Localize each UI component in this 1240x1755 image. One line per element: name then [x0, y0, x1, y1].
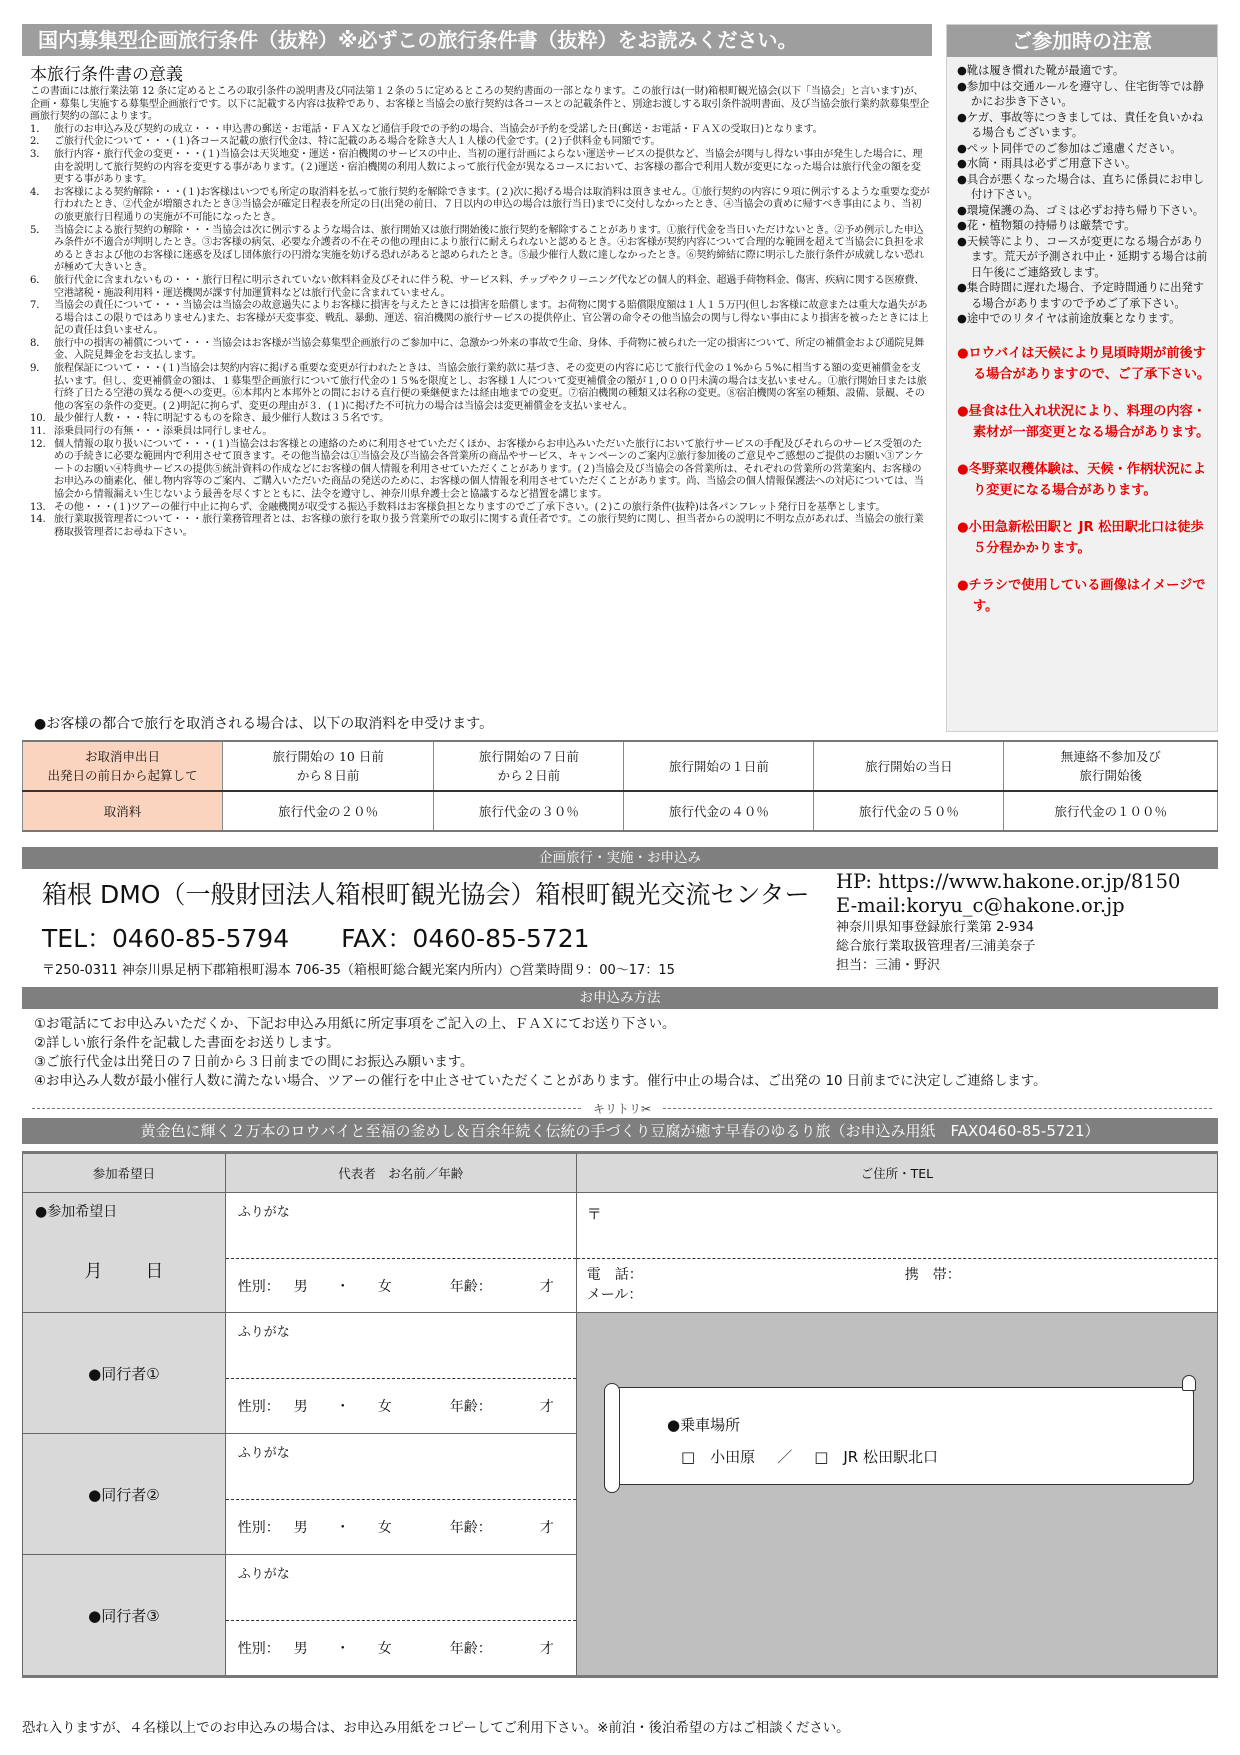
condition-item [30, 502, 930, 515]
cancel-period: 無連絡不参加及び 旅行開始後 [1004, 741, 1218, 791]
organizer-address: 〒250-0311 神奈川県足柄下郡箱根町湯本 706-35（箱根町総合観光案内所内）○営業時間９：00～17：15 [42, 963, 675, 978]
day-label: 日 [145, 1261, 164, 1282]
date-field[interactable]: ●参加希望日 月 日 [23, 1193, 226, 1313]
organizer-phones [42, 922, 642, 956]
organizer-bar: 企画旅行・実施・お申込み [22, 847, 1218, 869]
participation-notes [946, 24, 1218, 732]
furigana-field[interactable]: ふりがな [226, 1555, 576, 1621]
pickup-location-box [604, 1375, 1196, 1493]
fax-number: FAX：0460-85-5721 [341, 924, 590, 953]
apply-step: ③ご旅行代金は出発日の７日前から３日前までの間にお振込み願います。 [34, 1055, 474, 1070]
condition-number: 1． [30, 123, 47, 135]
cancel-period: 旅行開始の７日前 から２日前 [434, 741, 624, 791]
condition-item [30, 426, 930, 439]
apply-steps [34, 1015, 1047, 1091]
condition-item [30, 225, 930, 275]
note-item: ●天候等により、コースが変更になる場合があります。荒天が予測され中止・延期する場合は前日午後にご連絡致します。 [957, 234, 1208, 279]
condition-text: 旅行のお申込み及び契約の成立・・・申込書の郵送・お電話・ＦＡＸなど通信手段での予約の場合、当協会が予約を受諾した日(郵送・お電話・ＦＡＸの受取日)となります。 [54, 123, 823, 135]
sex-age-field[interactable]: 性別： 男 ・ 女 年齢： 才 [237, 1519, 554, 1536]
condition-text: ご旅行代金について・・・(１)各コース記載の旅行代金は、特に記載のある場合を除き大人１人様の代金です。(２)子供料金も同額です。 [54, 136, 661, 148]
cut-line [32, 1098, 1212, 1118]
condition-number: 4． [30, 186, 47, 198]
condition-number: 6． [30, 274, 47, 286]
page-title: 国内募集型企画旅行条件（抜粋）※必ずこの旅行条件書（抜粋）をお読みください。 [22, 24, 932, 56]
condition-number: 13. [30, 501, 46, 513]
condition-text: お客様による契約解除・・・(１)お客様はいつでも所定の取消料を払って旅行契約を解除できます。(２)次に掲げる場合は取消料は頂きません。①旅行契約の内容に９項に例示するような重要な変が行われたとき、②代金が増額されたとき③当協会が確定日程表を所定の日(出発の前日、７日以内の申込の場合は旅行当日)までに交付しなかったとき、④当協会の責めに帰すべき事由により、当初の旅更旅行日程通りの実施が不可能になったとき。 [54, 186, 930, 223]
condition-text: 旅行代金に含まれないもの・・・旅行日程に明示されていない飲料料金及びそれに伴う税、サービス料、チップやクリーニング代などの個人的料金、超過手荷物料金、傷害、疾病に関する医療費、空港諸税・施設利用料・運送機関が課す付加運賃料などは旅行代金に含まれていません。 [54, 274, 925, 299]
postal-address-field[interactable]: 〒 [577, 1193, 1217, 1259]
travel-manager: 総合旅行業取扱管理者/三浦美奈子 [836, 939, 1036, 954]
scroll-banner [612, 1387, 1194, 1485]
cancellation-table [22, 740, 1218, 832]
mobile-field[interactable]: 携 帯： [904, 1267, 961, 1283]
cancellation-lead: ●お客様の都合で旅行を取消される場合は、以下の取消料を申受けます。 [34, 716, 494, 732]
male-option[interactable]: 男 [293, 1278, 308, 1295]
condition-number: 5． [30, 224, 47, 236]
note-item: ●途中でのリタイヤは前途放棄となります。 [957, 312, 1181, 325]
condition-text: 最少催行人数・・・特に明記するものを除き、最少催行人数は３５名です。 [54, 413, 390, 425]
pickup-matsuda-checkbox[interactable]: □ JR 松田駅北口 [814, 1448, 938, 1466]
condition-number: 14. [30, 514, 46, 526]
condition-text: 個人情報の取り扱いについて・・・(１)当協会はお客様との連絡のために利用させていただくほか、お客様からお申込みいただいた旅行において旅行サービスの手配及びそれらのサービス受領のための手続きに必要な範囲内で利用させて頂きます。その他当協会は①当協会及び当協会各営業所の商品やサービス、キャンペーンのご案内②旅行参加後のご意見やご感想のご提供のお願い③アンケートのお願い④特典サービスの提供⑤統計資料の作成などにお客様の個人情報を利用させていただくことがあります。(２)当協会及び当協会の各営業所は、それぞれの営業所の営業案内、お客様のお申込みの簡素化、催し物内容等のご案内、ご購入いただいた商品の発送のために、お客様の個人情報を利用させていただくことがあります。尚、当協会の個人情報保護法への対応については、当協会から情報漏えい生じないよう最善を尽くすとともに、法令を遵守し、神奈川県弁護士会と協議するなど措置を講じます。 [54, 438, 924, 500]
footer-note: 恐れ入りますが、４名様以上でのお申込みの場合は、お申込み用紙をコピーしてご利用下さい。※前泊・後泊希望の方はご相談ください。 [22, 1721, 850, 1736]
condition-number: 10. [30, 413, 46, 425]
condition-number: 7． [30, 300, 47, 312]
condition-item [30, 136, 930, 149]
condition-item [30, 413, 930, 426]
sex-age-field[interactable]: 性別： 男 ・ 女 年齢： 才 [226, 1259, 576, 1312]
note-item: ●水筒・雨具は必ずご用意下さい。 [957, 157, 1137, 170]
condition-number: 2． [30, 136, 47, 148]
condition-item [30, 363, 930, 413]
scissors-icon: キリトリ✂ [592, 1101, 652, 1116]
condition-item [30, 514, 930, 539]
apply-method-bar: お申込み方法 [22, 987, 1218, 1009]
note-item: ●花・植物類の持帰りは厳禁です。 [957, 219, 1136, 232]
note-item: ●靴は履き慣れた靴が最適です。 [957, 64, 1125, 77]
condition-item [30, 149, 930, 187]
cancel-period: 旅行開始の１日前 [624, 741, 814, 791]
condition-text: 当協会の責任について・・・当協会は当協会の故意過失によりお客様に損害を与えたときには損害を賠償します。お荷物に関する賠償限度額は１人１５万円(但しお客様に故意または重大な過失がある場合はこの限りではありません)また、お客様が天変事変、戦乱、暴動、運送、宿泊機関の旅行サービスの提供停止、官公署の命令その他当協会の関与し得ない事由により損害を被ったときには上記の責任は負いません。 [54, 300, 929, 337]
apply-step: ①お電話にてお申込みいただくか、下記お申込み用紙に所定事項をご記入の上、ＦＡＸにてお送り下さい。 [34, 1017, 676, 1032]
conditions-list [30, 124, 930, 540]
condition-text: 添乗員同行の有無・・・添乗員は同行しません。 [54, 426, 273, 438]
companion-label: ●同行者③ [88, 1606, 160, 1625]
header-address: ご住所・TEL [576, 1153, 1217, 1193]
important-note: ●小田急新松田駅と JR 松田駅北口は徒歩５分程かかります。 [957, 519, 1204, 556]
furigana-field[interactable]: ふりがな [226, 1434, 576, 1500]
mail-field[interactable]: メール： [586, 1287, 643, 1303]
furigana-field[interactable]: ふりがな [226, 1193, 576, 1259]
condition-number: 11. [30, 426, 46, 438]
cancel-fee: 旅行代金の１００％ [1004, 791, 1218, 831]
notes-list [947, 57, 1217, 617]
note-item: ●参加中は交通ルールを遵守し、住宅街等では静かにお歩き下さい。 [957, 79, 1204, 108]
cancel-fee-label: 取消料 [23, 791, 223, 831]
representative-row [23, 1193, 1218, 1313]
scroll-curl-icon [1182, 1375, 1196, 1391]
condition-text: 旅程保証について・・・(１)当協会は契約内容に掲げる重要な変更が行われたときは、当協会旅行業約款に基づき、その変更の内容に応じて旅行代金の１%から５%に相当する額の変更補償金を支払います。但し、変更補償金の額は、１募集型企画旅行について旅行代金の１５%を限度とし、お客様１人について変更補償金の額が１,０００円未満の場合は支払いません。①旅行開始日または旅行終了日たる空港の異なる便への変更。⑥本邦内と本邦外との間における直行便の乗継便または経由地までの変更。⑦宿泊機関の種類又は名称の変更。⑧宿泊機関の客室の種類、設備、景観、その他の客室の条件の変更。(２)明記に拘らず、変更の理由が３．(１)に掲げた不可抗力の場合は当協会は変更補償金を支払いません。 [54, 363, 927, 412]
condition-number: 3． [30, 148, 47, 160]
organizer-contact [836, 870, 1226, 975]
cancel-header-label: お取消申出日 出発日の前日から起算して [23, 741, 223, 791]
condition-item [30, 275, 930, 300]
note-item: ●ペット同伴でのご参加はご遠慮ください。 [957, 141, 1182, 155]
cancel-fee: 旅行代金の５０％ [814, 791, 1004, 831]
condition-number: 12. [30, 438, 46, 450]
companion-label: ●同行者① [88, 1364, 160, 1383]
apply-step: ②詳しい旅行条件を記載した書面をお送りします。 [34, 1036, 340, 1051]
phone-field[interactable]: 電 話： [586, 1267, 643, 1283]
note-item: ●具合が悪くなった場合は、直ちに係員にお申し付け下さい。 [957, 172, 1205, 201]
pickup-title: ●乗車場所 [667, 1416, 741, 1434]
female-option[interactable]: 女 [377, 1278, 392, 1295]
email-link[interactable]: E-mail:koryu_c@hakone.or.jp [836, 894, 1125, 917]
conditions-heading: 本旅行条件書の意義 [30, 65, 183, 85]
note-item: ●環境保護の為、ゴミは必ずお持ち帰り下さい。 [957, 203, 1205, 217]
condition-item [30, 124, 930, 137]
homepage-link[interactable]: HP: https://www.hakone.or.jp/8150 [836, 870, 1181, 893]
condition-number: 9． [30, 363, 47, 375]
pickup-odawara-checkbox[interactable]: □ 小田原 [681, 1448, 756, 1466]
condition-item [30, 439, 930, 502]
cancel-fee: 旅行代金の３０％ [434, 791, 624, 831]
notes-title: ご参加時の注意 [947, 25, 1217, 57]
tel-number: TEL：0460-85-5794 [42, 924, 290, 953]
condition-item [30, 338, 930, 363]
condition-text: その他・・・(１)ツアーの催行中止に拘らず、金融機関が収受する振込手数料はお客様負担となりますのでご了承下さい。(２)この旅行条件(抜粋)は各パンフレット発行日を基準とします。 [54, 501, 886, 513]
travel-conditions [30, 64, 930, 539]
contact-persons: 担当：三浦・野沢 [836, 958, 941, 973]
organizer-name: 箱根 DMO（一般財団法人箱根町観光協会）箱根町観光交流センター [42, 880, 810, 909]
cancel-period: 旅行開始の当日 [814, 741, 1004, 791]
sex-age-field[interactable]: 性別： 男 ・ 女 年齢： 才 [237, 1640, 554, 1657]
cancel-period: 旅行開始の 10 日前 から８日前 [223, 741, 434, 791]
condition-number: 8． [30, 337, 47, 349]
scroll-curl-icon [604, 1383, 620, 1493]
condition-item [30, 187, 930, 225]
registration-number: 神奈川県知事登録旅行業第 2-934 [836, 920, 1034, 935]
header-date: 参加希望日 [23, 1153, 226, 1193]
condition-item [30, 300, 930, 338]
condition-text: 旅行内容・旅行代金の変更・・・(１)当協会は天災地変・運送・宿泊機関のサービスの中止、当初の運行計画によらない運送サービスの提供など、当協会が関与し得ない事由が発生した場合に、理由を説明して旅行契約の内容を変更する事があります。(２)運送・宿泊機関の利用人数によって旅行代金が異なるコースにおいて、お客様の都合で利用人数が変更になった場合は旅行代金の額を変更する事があります。 [54, 148, 923, 186]
condition-text: 旅行中の損害の補償について・・・当協会はお客様が当協会募集型企画旅行のご参加中に、急激かつ外来の事故で生命、身体、手荷物に被られた一定の損害について、所定の補償金および通院見舞金、入院見舞金をお支払します。 [54, 337, 925, 362]
condition-text: 当協会による旅行契約の解除・・・当協会は次に例示するような場合は、旅行開始又は旅行開始後に旅行契約を解除することがあります。①旅行代金を当日いただけないとき。②予め例示した申込み条件が不適合が判明したとき。③お客様の病気、必要な介護者の不在その他の理由により旅行に耐えられないと認めるとき。④お客様が契約内容について合理的な範囲を超えて当協会に負担を求めるときおよび他のお客様に迷惑を及ぼし団体旅行の円滑な実施を妨げる恐れがあると認められたとき。⑤最少催行人数に達しなかったとき。⑥契約締結に際に明示した旅行条件が成就しない恐れが極めて大きいとき。 [54, 224, 924, 274]
pickup-options: □ 小田原 ／ □ JR 松田駅北口 [681, 1448, 938, 1466]
conditions-intro: この書面には旅行業法第 12 条に定めるところの取引条件の説明書及び同法第１２条の５に定めるところの契約書面の一部となります。この旅行は(一財)箱根町観光協会(以下「当協会」と言います)が、企画・募集し実施する募集型企画旅行です。以下に記載する内容は抜粋であり、お客様と当協会の旅行契約は各コースとの記載条件と、別途お渡しする取引条件説明書面、及び当協会旅行業約款募集型企画旅行契約の部によります。 [30, 86, 930, 123]
important-note: ●ロウバイは天候により見頃時期が前後する場合がありますので、ご了承下さい。 [957, 345, 1211, 382]
important-note: ●チラシで使用している画像はイメージです。 [957, 577, 1206, 614]
important-note: ●昼食は仕入れ状況により、料理の内容・素材が一部変更となる場合があります。 [957, 403, 1210, 440]
condition-text: 旅行業取扱管理者について・・・旅行業務管理者とは、お客様の旅行を取り扱う営業所での取引に関する責任者です。この旅行契約に関し、担当者からの説明に不明な点があれば、当協会の旅行業務取扱管理者にお尋ね下さい。 [54, 514, 924, 538]
note-item: ●ケガ、事故等につきましては、責任を負いかねる場合もございます。 [957, 110, 1204, 139]
companion-label: ●同行者② [88, 1485, 160, 1504]
note-item: ●集合時間に遅れた場合、予定時間通りに出発する場合がありますので予めご了承下さい。 [957, 281, 1205, 310]
form-title: 黄金色に輝く２万本のロウバイと至福の釜めし＆百余年続く伝統の手づくり豆腐が癒す早春のゆるり旅（お申込み用紙 FAX0460-85-5721） [22, 1118, 1218, 1144]
sex-age-field[interactable]: 性別： 男 ・ 女 年齢： 才 [237, 1398, 554, 1415]
important-note: ●冬野菜収穫体験は、天候・作柄状況により変更になる場合があります。 [957, 461, 1206, 498]
furigana-field[interactable]: ふりがな [226, 1313, 576, 1379]
apply-step: ④お申込み人数が最小催行人数に満たない場合、ツアーの催行を中止させていただくことがあります。催行中止の場合は、ご出発の 10 日前までに決定しご連絡します。 [34, 1074, 1047, 1089]
header-name: 代表者 お名前／年齢 [225, 1153, 576, 1193]
cancel-fee: 旅行代金の２０％ [223, 791, 434, 831]
month-label: 月 [84, 1261, 103, 1282]
cancel-fee: 旅行代金の４０％ [624, 791, 814, 831]
